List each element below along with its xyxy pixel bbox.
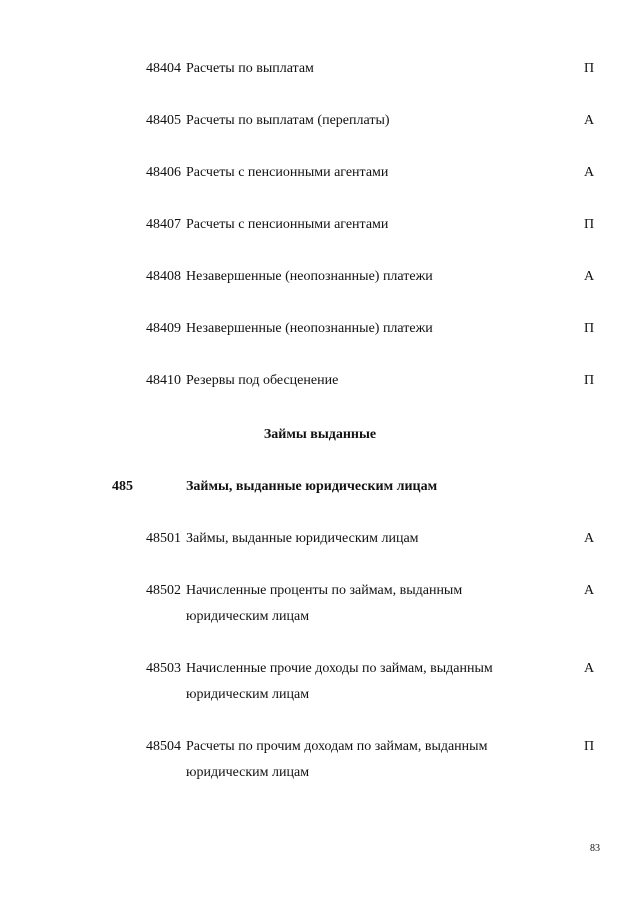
group-title: Займы, выданные юридическим лицам: [186, 479, 438, 494]
account-code: 48408: [146, 269, 181, 284]
page-number: 83: [590, 843, 600, 854]
account-type: А: [584, 269, 595, 284]
account-code: 48410: [146, 373, 181, 388]
account-code: 48503: [146, 661, 181, 676]
account-name: Начисленные проценты по займам, выданным юридическим лицам: [186, 583, 463, 624]
account-name: Незавершенные (неопознанные) платежи: [186, 321, 433, 336]
account-type: А: [584, 165, 595, 180]
account-code: 48409: [146, 321, 181, 336]
account-name: Займы, выданные юридическим лицам: [186, 531, 419, 546]
account-name: Расчеты с пенсионными агентами: [186, 217, 389, 232]
account-type: П: [584, 217, 595, 232]
account-code: 48504: [146, 739, 181, 754]
account-code: 48502: [146, 583, 181, 598]
account-code: 48501: [146, 531, 181, 546]
account-name: Расчеты по выплатам (переплаты): [186, 113, 390, 128]
account-type: А: [584, 113, 595, 128]
account-type: П: [584, 321, 595, 336]
account-type: П: [584, 61, 595, 76]
account-type: П: [584, 373, 595, 388]
account-name: Незавершенные (неопознанные) платежи: [186, 269, 433, 284]
account-type: А: [584, 531, 595, 546]
account-name: Начисленные прочие доходы по займам, выданным юридическим лицам: [186, 661, 493, 702]
account-type: П: [584, 739, 595, 754]
account-type: А: [584, 661, 595, 676]
account-name: Расчеты с пенсионными агентами: [186, 165, 389, 180]
account-name: Резервы под обесценение: [186, 373, 339, 388]
account-code: 48404: [146, 61, 181, 76]
account-code: 48407: [146, 217, 181, 232]
group-code: 485: [112, 479, 133, 494]
account-code: 48406: [146, 165, 181, 180]
account-name: Расчеты по выплатам: [186, 61, 314, 76]
account-code: 48405: [146, 113, 181, 128]
account-type: А: [584, 583, 595, 598]
section-heading: Займы выданные: [263, 427, 377, 442]
account-name: Расчеты по прочим доходам по займам, выданным юридическим лицам: [186, 739, 488, 780]
